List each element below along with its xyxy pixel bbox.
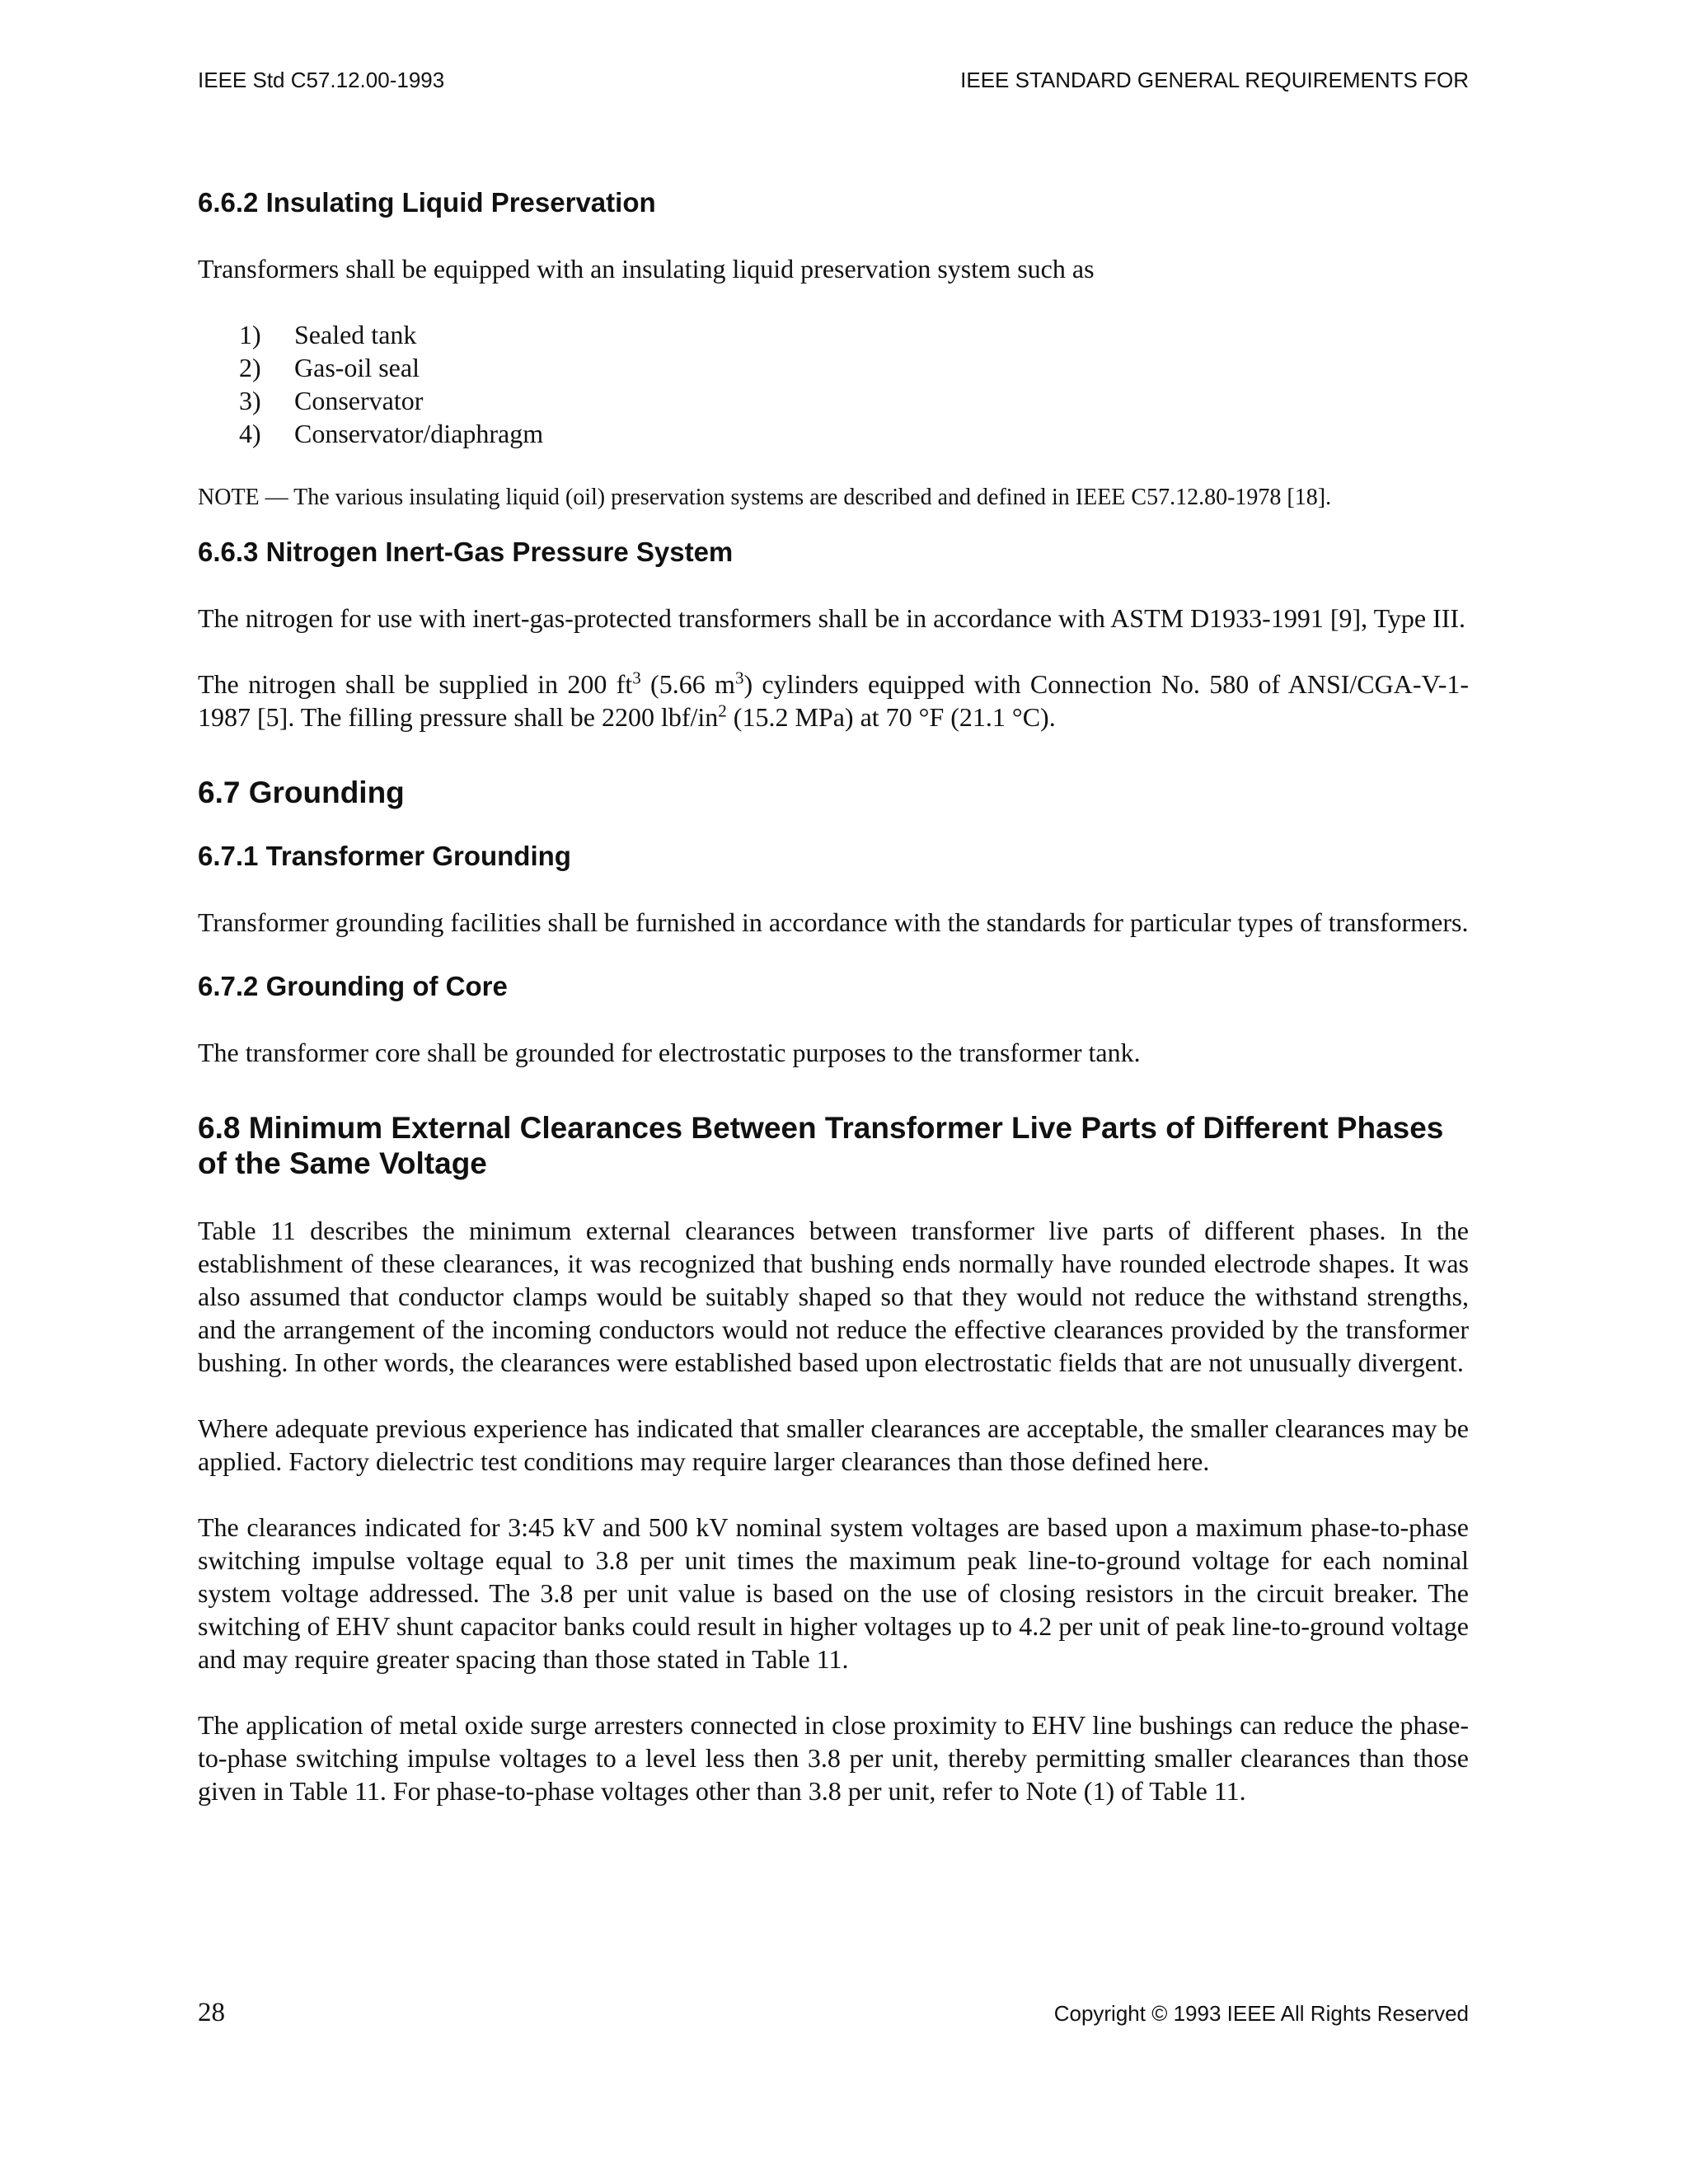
section-heading: 6.6.3 Nitrogen Inert-Gas Pressure System (198, 537, 734, 567)
section-6-7-1 (198, 840, 1469, 939)
section-6-7-2 (198, 970, 1469, 1069)
section-heading: 6.7 Grounding (198, 776, 405, 809)
list-item: 4) Conservator/diaphragm (239, 419, 544, 448)
section-paragraph: Transformers shall be equipped with an insulating liquid preservation system such as (198, 254, 1095, 284)
section-paragraph: The nitrogen for use with inert-gas-protected transformers shall be in accordance with ASTM D1933-1991 [9], Type III. (198, 603, 1466, 633)
section-paragraph: Transformer grounding facilities shall be furnished in accordance with the standards for particular types of transformers. (198, 907, 1469, 937)
list-item: 1) Sealed tank (239, 320, 417, 349)
section-6-6-3 (198, 536, 1469, 733)
section-6-7 (198, 775, 1469, 810)
section-heading: 6.7.2 Grounding of Core (198, 971, 508, 1001)
page-number: 28 (198, 1998, 225, 2027)
section-6-8 (198, 1110, 1469, 1807)
section-note: NOTE — The various insulating liquid (oil) preservation systems are described and defined in IEEE C57.12.80-1978 [18]. (198, 485, 1332, 510)
section-paragraph: Table 11 describes the minimum external clearances between transformer live parts of different phases. In the establishment of these clearances, it was recognized that bushing ends normally have rounded electrode shapes. It was also assumed that conductor clamps would be suitably shaped so that they would not reduce the withstand strengths, and the arrangement of the incoming conductors would not reduce the effective clearances provided by the transformer bushing. In other words, the clearances were established based upon electrostatic fields that are not unusually divergent. (198, 1216, 1469, 1377)
list-item: 2) Gas-oil seal (239, 353, 420, 382)
section-paragraph: Where adequate previous experience has indicated that smaller clearances are acceptable, the smaller clearances may be applied. Factory dielectric test conditions may require larger clearances than those defined here. (198, 1413, 1469, 1476)
section-paragraph: The nitrogen shall be supplied in 200 $ft^3$ (5.66 $m^3$) cylinders equipped with Connection No. 580 of ANSI/CGA-V-1-1987 [5]. The filling pressure shall be 2200 lbf/$in^2$ (15.2 MPa) at 70 °F (21.1 °C). (198, 668, 1470, 732)
copyright-notice: Copyright © 1993 IEEE All Rights Reserved (1053, 2001, 1469, 2026)
section-paragraph: The transformer core shall be grounded for electrostatic purposes to the transformer tank. (198, 1038, 1141, 1067)
section-heading: 6.7.1 Transformer Grounding (198, 841, 571, 871)
section-paragraph: The application of metal oxide surge arresters connected in close proximity to EHV line bushings can reduce the phase-to-phase switching impulse voltages to a level less then 3.8 per unit, thereby permitting smaller clearances than those given in Table 11. For phase-to-phase voltages other than 3.8 per unit, refer to Note (1) of Table 11. (198, 1710, 1469, 1806)
page-content (198, 186, 1469, 1807)
section-6-6-2 (198, 186, 1469, 513)
header-title: IEEE STANDARD GENERAL REQUIREMENTS FOR (960, 68, 1469, 92)
header-standard-id: IEEE Std C57.12.00-1993 (198, 68, 445, 92)
section-paragraph: The clearances indicated for 3:45 kV and 500 kV nominal system voltages are based upon a maximum phase-to-phase switching impulse voltage equal to 3.8 per unit times the maximum peak line-to-ground voltage for each nominal system voltage addressed. The 3.8 per unit value is based on the use of closing resistors in the circuit breaker. The switching of EHV shunt capacitor banks could result in higher voltages up to 4.2 per unit of peak line-to-ground voltage and may require greater spacing than those stated in Table 11. (198, 1512, 1469, 1674)
section-heading: 6.8 Minimum External Clearances Between Transformer Live Parts of Different Phases of the Same Voltage (198, 1111, 1444, 1180)
section-heading: 6.6.2 Insulating Liquid Preservation (198, 187, 656, 218)
list-item: 3) Conservator (239, 386, 424, 415)
preservation-system-list (198, 318, 1469, 450)
